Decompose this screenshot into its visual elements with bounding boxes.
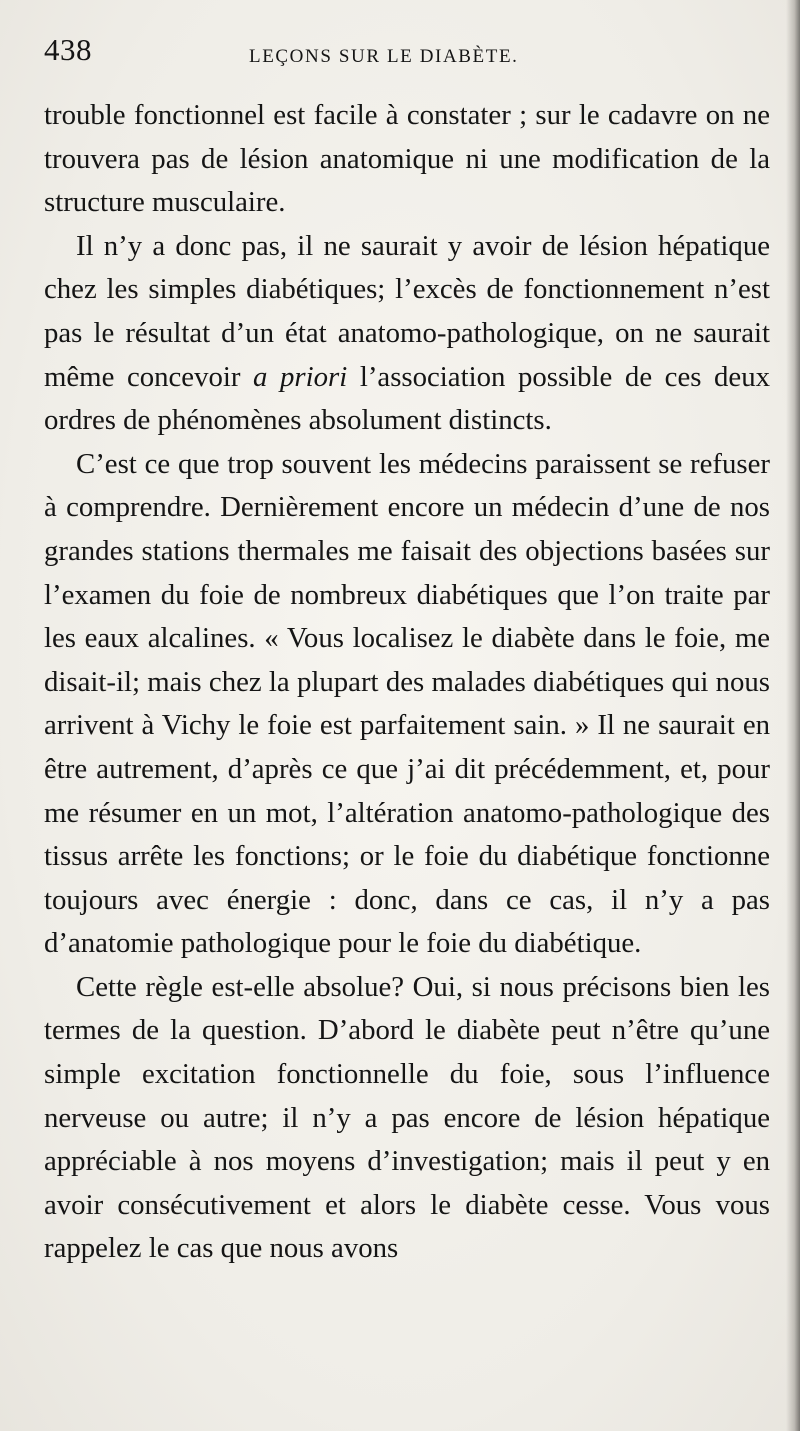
paragraph-3: C’est ce que trop souvent les médecins paraissent se refuser à comprendre. Dernièrement encore un médecin d’une de nos grandes stations thermales me faisait des objections basées sur l’examen du foie de nombreux diabétiques que l’on traite par les eaux alcalines. « Vous localisez le diabète dans le foie, me disait-il; mais chez la plupart des malades diabétiques qui nous arrivent à Vichy le foie est parfaitement sain. » Il ne saurait en être autrement, d’après ce que j’ai dit précédemment, et, pour me résumer en un mot, l’altération anatomo-pathologique des tissus arrête les fonctions; or le foie du diabétique fonctionne toujours avec énergie : donc, dans ce cas, il n’y a pas d’anatomie pathologique pour le foie du diabétique.	[44, 447, 770, 960]
page-edge-shadow	[786, 0, 800, 1431]
running-title: LEÇONS SUR LE DIABÈTE.	[249, 46, 519, 67]
paragraph-2-text-before: Il n’y a donc pas, il ne saurait y avoir de lésion hépatique chez les simples diabétiques; l’excès de fonctionnement n’est pas le résultat d’un état anatomo-pathologique, on ne saurait même concevoir	[44, 229, 770, 393]
paragraph-2	[44, 225, 770, 443]
body-text	[44, 94, 770, 1271]
paragraph-2-italic-phrase: a priori	[253, 360, 348, 393]
paragraph-4: Cette règle est-elle absolue? Oui, si nous précisons bien les termes de la question. D’abord le diabète peut n’être qu’une simple excitation fonctionnelle du foie, sous l’influence nerveuse ou autre; il n’y a pas encore de lésion hépatique appréciable à nos moyens d’investigation; mais il peut y en avoir consécutivement et alors le diabète cesse. Vous vous rappelez le cas que nous avons	[44, 970, 770, 1265]
page-number: 438	[44, 32, 92, 67]
paragraph-1: trouble fonctionnel est facile à constater ; sur le cadavre on ne trouvera pas de lésion anatomique ni une modification de la structure musculaire.	[44, 99, 770, 219]
page-header	[44, 0, 770, 92]
paragraph-2-text-after: l’association possible de ces deux ordres de phénomènes absolument distincts.	[44, 360, 771, 437]
